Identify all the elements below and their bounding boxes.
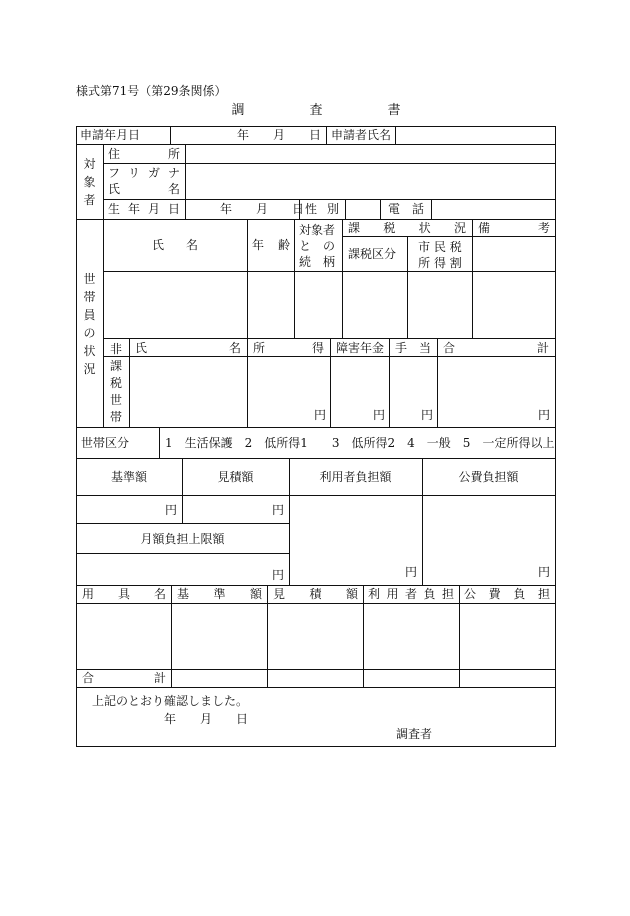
nontax-household-label (103, 341, 129, 426)
age-header-char: 齢 (277, 238, 290, 252)
nontax-household-label-char: 非 (109, 342, 122, 356)
standard-amount-yen: 円 (164, 503, 177, 517)
birthdate-label (108, 202, 180, 216)
equipment-public-header (464, 587, 550, 601)
relation-header-line: 対象者 (299, 223, 336, 237)
relation-header-line: 続 柄 (299, 255, 336, 269)
estimate-amount-header: 見積額 (217, 470, 254, 484)
table-rule (76, 219, 556, 220)
equipment-public-header-char: 担 (537, 587, 550, 601)
nontax-total-header (443, 341, 549, 355)
birthdate-value[interactable]: 年 月 日 (220, 202, 305, 216)
furigana-label-char: ナ (167, 166, 180, 180)
table-rule (342, 219, 343, 338)
table-rule (380, 199, 381, 219)
table-rule (76, 495, 556, 496)
tax-status-header-char: 況 (453, 221, 466, 235)
household-section-label-char: 帯 (83, 290, 96, 304)
furigana-label (108, 166, 180, 180)
equipment-user-header-char: 負 (423, 587, 436, 601)
resident-tax-header-line: 所 得 割 (418, 256, 462, 270)
estimate-amount-yen: 円 (271, 503, 284, 517)
applicant-name-field[interactable] (400, 128, 550, 142)
nontax-income-header (253, 341, 324, 355)
equipment-standard-header-char: 基 (177, 587, 190, 601)
member-name-header (152, 238, 198, 252)
table-rule (76, 746, 556, 747)
phone-label-char: 話 (411, 202, 424, 216)
phone-label (388, 202, 424, 216)
document-title: 調 査 書 (231, 103, 401, 118)
subject-section-label-char: 象 (83, 175, 96, 189)
birthdate-label-char: 生 (108, 202, 121, 216)
remarks-header-char: 備 (478, 221, 491, 235)
application-date-value[interactable]: 年 月 日 (237, 128, 322, 142)
nontax-household-label-char: 課 (109, 359, 122, 373)
table-rule (363, 585, 364, 688)
subject-name-label (108, 182, 180, 196)
equipment-name-header-char: 具 (117, 587, 130, 601)
equipment-total-label (82, 671, 166, 685)
subject-name-label-char: 氏 (108, 182, 121, 196)
household-section-label-char: の (83, 326, 96, 340)
subject-section-label-char: 者 (83, 193, 96, 207)
table-rule (76, 585, 556, 586)
table-rule (76, 687, 556, 688)
relation-header-line: と の (299, 239, 336, 253)
nontax-name-header-char: 名 (228, 341, 241, 355)
table-rule (159, 427, 160, 458)
age-header (252, 238, 290, 252)
monthly-cap-yen: 円 (271, 568, 284, 582)
member-name-header-char: 氏 (152, 238, 165, 252)
table-rule (76, 458, 556, 459)
equipment-user-header (368, 587, 454, 601)
form-number: 様式第71号（第29条関係） (76, 84, 227, 98)
equipment-user-header-char: 担 (441, 587, 454, 601)
resident-tax-header (408, 239, 472, 271)
address-field[interactable] (190, 147, 550, 161)
table-rule (459, 585, 460, 688)
confirmation-date[interactable]: 年 月 日 (164, 712, 249, 726)
equipment-user-header-char: 者 (404, 587, 417, 601)
nontax-total-header-char: 計 (536, 341, 549, 355)
gender-label-char: 性 (305, 202, 318, 216)
table-rule (170, 126, 171, 145)
nontax-pension-header: 障害年金 (336, 341, 385, 355)
household-section-label-char: 員 (83, 308, 96, 322)
equipment-public-header-char: 負 (513, 587, 526, 601)
nontax-allowance-header-char: 手 (395, 341, 408, 355)
confirmation-text: 上記のとおり確認しました。 (92, 694, 249, 708)
monthly-cap-header: 月額負担上限額 (140, 532, 225, 546)
table-rule (185, 144, 186, 219)
gender-field[interactable] (348, 202, 378, 216)
nontax-household-label-char: 税 (109, 376, 122, 390)
address-label-char: 所 (167, 147, 180, 161)
user-burden-header: 利用者負担額 (319, 470, 392, 484)
remarks-header-char: 考 (537, 221, 550, 235)
nontax-allowance-header-char: 当 (418, 341, 431, 355)
equipment-estimate-header-char: 積 (309, 587, 322, 601)
address-label (108, 147, 180, 161)
birthdate-label-char: 日 (167, 202, 180, 216)
household-section-label-char: 世 (83, 272, 96, 286)
address-label-char: 住 (108, 147, 121, 161)
household-section-label-char: 状 (83, 344, 96, 358)
table-rule (76, 427, 556, 428)
equipment-total-label-char: 計 (153, 671, 166, 685)
table-rule (76, 669, 556, 670)
table-rule (294, 219, 295, 338)
table-rule (76, 126, 556, 127)
equipment-estimate-header (273, 587, 358, 601)
nontax-household-label-char: 帯 (109, 410, 122, 424)
nontax-pension-yen: 円 (372, 408, 385, 422)
application-date-label (80, 128, 166, 142)
phone-label-char: 電 (388, 202, 401, 216)
user-burden-yen: 円 (404, 565, 417, 579)
nontax-allowance-header (395, 341, 431, 355)
equipment-estimate-header-char: 額 (345, 587, 358, 601)
table-rule (267, 585, 268, 688)
equipment-standard-header-char: 額 (249, 587, 262, 601)
nontax-total-yen: 円 (537, 408, 550, 422)
public-burden-yen: 円 (537, 565, 550, 579)
birthdate-label-char: 年 (127, 202, 140, 216)
subject-section-label-char: 対 (83, 157, 96, 171)
nontax-name-header-char: 氏 (135, 341, 148, 355)
table-rule (247, 219, 248, 338)
resident-tax-header-line: 市 民 税 (418, 240, 462, 254)
subject-name-label-char: 名 (167, 182, 180, 196)
nontax-income-yen: 円 (313, 408, 326, 422)
tax-status-header-char: 状 (418, 221, 431, 235)
furigana-label-char: リ (127, 166, 140, 180)
table-rule (171, 585, 172, 688)
household-category-options[interactable]: 1 生活保護 2 低所得1 3 低所得2 4 一般 5 一定所得以上 (165, 436, 555, 450)
table-rule (342, 236, 556, 237)
table-rule (345, 199, 346, 219)
equipment-standard-header (177, 587, 262, 601)
nontax-household-label-char: 世 (109, 393, 122, 407)
equipment-name-header (82, 587, 166, 601)
equipment-total-label-char: 合 (82, 671, 95, 685)
subject-name-field[interactable] (190, 166, 550, 196)
household-section-label-char: 況 (83, 362, 96, 376)
nontax-name-header (135, 341, 241, 355)
application-date-label-text: 申請年月日 (80, 128, 141, 142)
birthdate-label-char: 月 (147, 202, 160, 216)
table-rule (103, 199, 556, 200)
member-name-header-char: 名 (185, 238, 198, 252)
table-rule (395, 126, 396, 145)
furigana-label-char: フ (108, 166, 121, 180)
tax-category-header: 課税区分 (348, 247, 397, 261)
tax-status-header (348, 221, 466, 235)
table-rule (129, 338, 130, 427)
tax-status-header-char: 税 (383, 221, 396, 235)
equipment-standard-header-char: 準 (213, 587, 226, 601)
equipment-public-header-char: 公 (464, 587, 477, 601)
equipment-name-header-char: 名 (153, 587, 166, 601)
furigana-label-char: ガ (147, 166, 160, 180)
nontax-allowance-yen: 円 (420, 408, 433, 422)
table-rule (103, 163, 556, 164)
gender-label-char: 別 (326, 202, 339, 216)
table-rule (326, 126, 327, 145)
standard-amount-header: 基準額 (110, 470, 147, 484)
equipment-user-header-char: 利 (368, 587, 381, 601)
table-rule (431, 199, 432, 219)
table-rule (103, 144, 104, 219)
investigator-label: 調査者 (396, 727, 433, 741)
nontax-income-header-char: 所 (253, 341, 266, 355)
equipment-public-header-char: 費 (488, 587, 501, 601)
age-header-char: 年 (252, 238, 265, 252)
household-category-label: 世帯区分 (81, 436, 130, 450)
nontax-total-header-char: 合 (443, 341, 456, 355)
equipment-estimate-header-char: 見 (273, 587, 286, 601)
public-burden-header: 公費負担額 (458, 470, 519, 484)
equipment-user-header-char: 用 (386, 587, 399, 601)
table-rule (76, 603, 556, 604)
table-rule (472, 219, 473, 338)
remarks-header (478, 221, 550, 235)
relation-header (299, 222, 335, 270)
subject-section-label (76, 155, 103, 209)
applicant-name-label: 申請者氏名 (331, 128, 392, 142)
table-rule (103, 271, 556, 272)
tax-status-header-char: 課 (348, 221, 361, 235)
gender-label (305, 202, 339, 216)
table-rule (76, 144, 556, 145)
table-rule (76, 553, 289, 554)
equipment-name-header-char: 用 (82, 587, 95, 601)
household-section-label (76, 270, 103, 378)
nontax-income-header-char: 得 (311, 341, 324, 355)
phone-field[interactable] (436, 202, 551, 216)
